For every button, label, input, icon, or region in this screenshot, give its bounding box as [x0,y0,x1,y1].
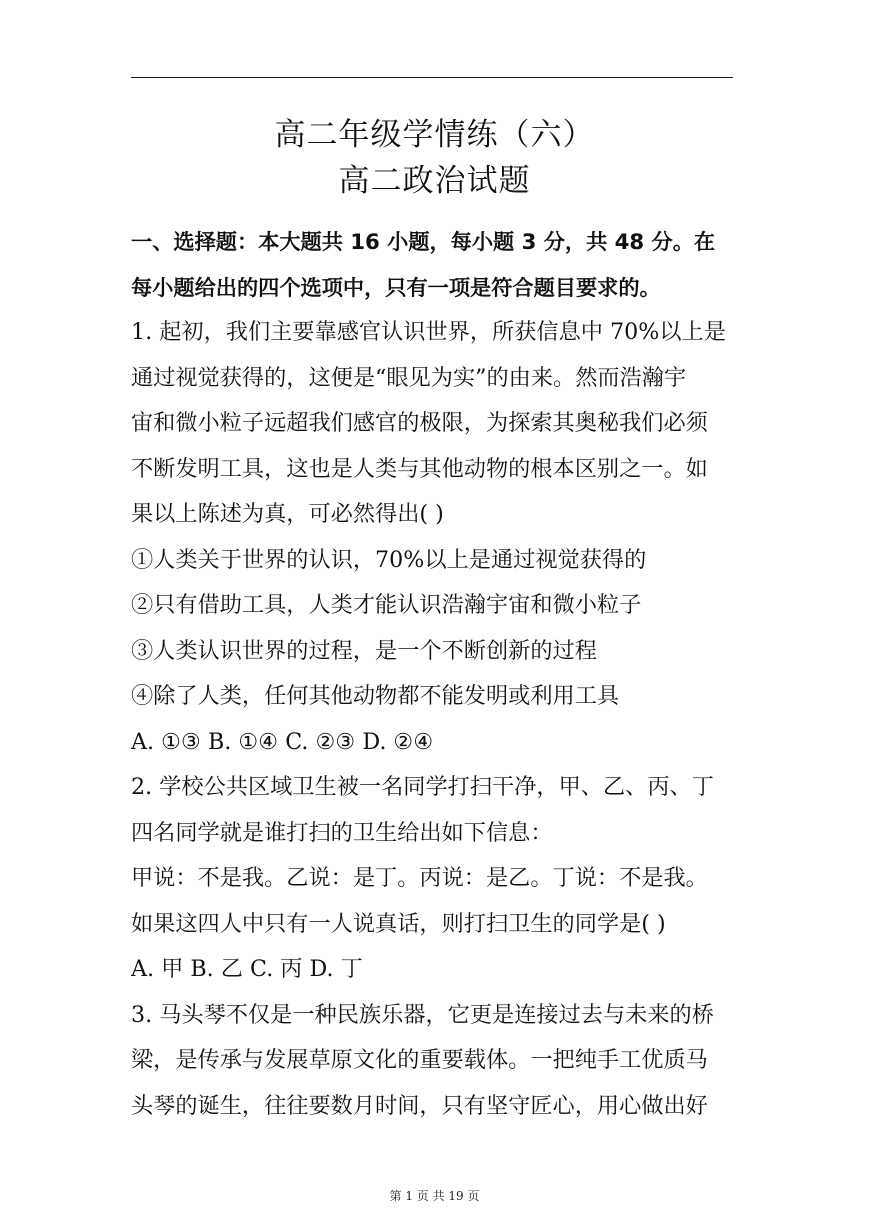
question-1-statement: ①人类关于世界的认识，70%以上是通过视觉获得的 [131,546,647,573]
question-1-statement: ②只有借助工具，人类才能认识浩瀚宇宙和微小粒子 [131,592,642,618]
question-2-stem-line: 如果这四人中只有一人说真话，则打扫卫生的同学是( ) [131,910,666,937]
question-1-statement: ④除了人类，任何其他动物都不能发明或利用工具 [131,683,620,709]
section-instruction-line: 一、选择题：本大题共 16 小题，每小题 3 分，共 48 分。在 [131,229,716,254]
question-1-options: A. ①③ B. ①④ C. ②③ D. ②④ [131,728,434,755]
exam-subtitle: 高二政治试题 [338,163,531,199]
question-1-stem-line: 果以上陈述为真，可必然得出( ) [131,501,444,527]
section-instruction-line: 每小题给出的四个选项中，只有一项是符合题目要求的。 [131,274,661,300]
page-number: 第 1 页 共 19 页 [389,1189,480,1203]
question-3-stem-line: 头琴的诞生，往往要数月时间，只有坚守匠心，用心做出好 [131,1092,708,1119]
exam-title: 高二年级学情练（六） [274,117,595,153]
question-2-stem-line: 甲说：不是我。乙说：是丁。丙说：是乙。丁说：不是我。 [131,865,708,891]
question-1-stem-line: 1. 起初，我们主要靠感官认识世界，所获信息中 70%以上是 [131,319,726,345]
question-1-statement: ③人类认识世界的过程，是一个不断创新的过程 [131,637,597,664]
question-2-stem-line: 四名同学就是谁打扫的卫生给出如下信息： [131,819,553,846]
question-1-stem-line: 不断发明工具，这也是人类与其他动物的根本区别之一。如 [131,455,708,482]
question-1-stem-line: 宙和微小粒子远超我们感官的极限，为探索其奥秘我们必须 [131,410,708,436]
question-1-stem-line: 通过视觉获得的，这便是“眼见为实”的由来。然而浩瀚宇 [131,364,687,391]
question-2-options: A. 甲 B. 乙 C. 丙 D. 丁 [131,956,363,982]
question-3-stem-line: 梁，是传承与发展草原文化的重要载体。一把纯手工优质马 [131,1047,708,1073]
question-3-stem-line: 3. 马头琴不仅是一种民族乐器，它更是连接过去与未来的桥 [131,1001,714,1028]
header-rule [131,77,733,78]
question-body [131,219,735,1129]
question-2-stem-line: 2. 学校公共区域卫生被一名同学打扫干净，甲、乙、丙、丁 [131,774,714,800]
